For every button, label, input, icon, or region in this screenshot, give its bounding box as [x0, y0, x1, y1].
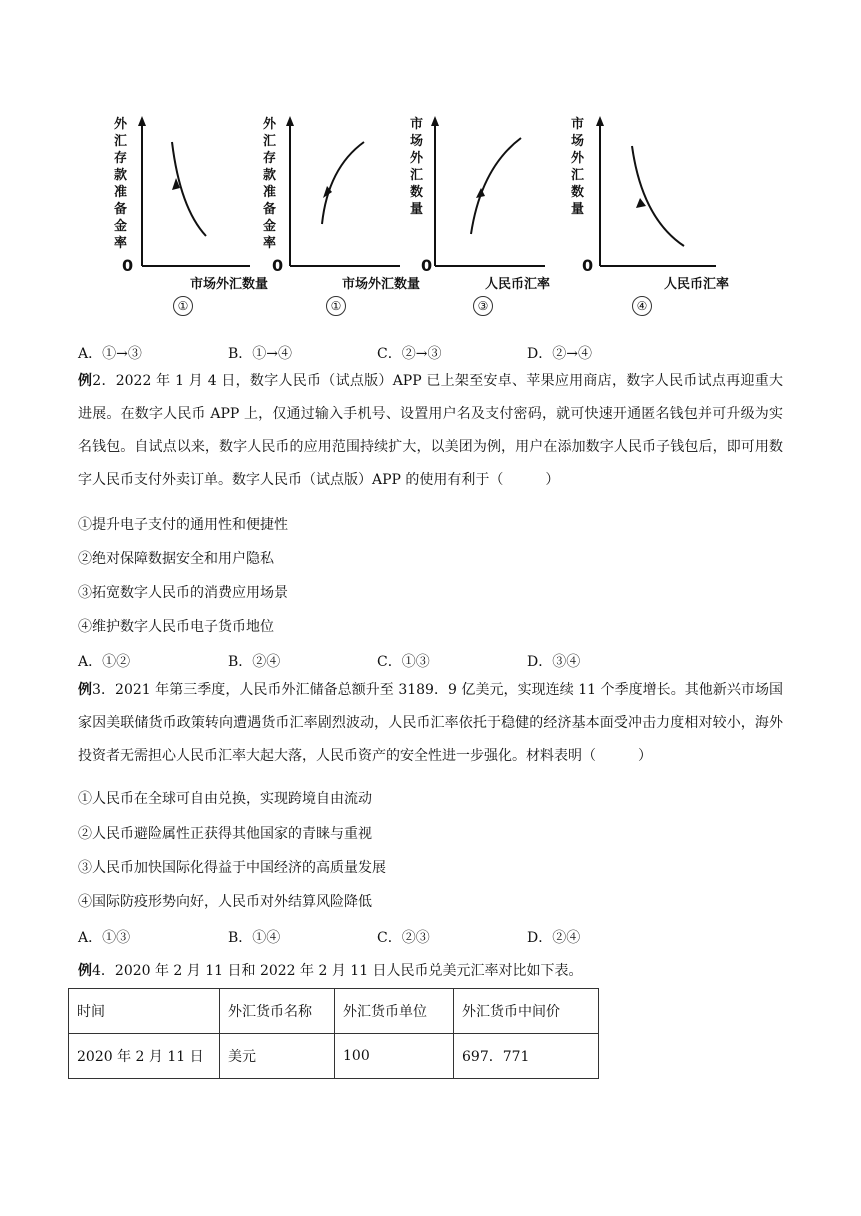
q3-stem [78, 674, 783, 773]
q2-item-3: ③拓宽数字人民币的消费应用场景 [78, 585, 288, 601]
graph-set [100, 108, 740, 328]
table-cell: 2020 年 2 月 11 日 [69, 1034, 220, 1079]
q2-item-1: ①提升电子支付的通用性和便捷性 [78, 517, 288, 533]
graph-4-origin: 0 [582, 256, 594, 275]
q3-item-3: ③人民币加快国际化得益于中国经济的高质量发展 [78, 860, 386, 876]
table-cell: 美元 [220, 1034, 335, 1079]
table-cell: 100 [335, 1034, 454, 1079]
q2-label: 例 [78, 373, 93, 389]
q3-option-d[interactable]: D．②④ [527, 930, 581, 946]
graph-2-number: ① [326, 296, 346, 316]
header-cell: 外汇货币单位 [335, 989, 454, 1034]
q3-option-b[interactable]: B．①④ [228, 930, 281, 946]
q2-option-b[interactable]: B．②④ [228, 654, 281, 670]
graph-3-number: ③ [473, 296, 493, 316]
graph-4-xlabel: 人民币汇率 [664, 277, 730, 292]
header-cell: 时间 [69, 989, 220, 1034]
q3-label: 例 [78, 682, 93, 698]
q1-option-b[interactable]: B．①→④ [228, 346, 293, 362]
table-row [69, 1034, 599, 1079]
header-cell: 外汇货币名称 [220, 989, 335, 1034]
q1-option-c[interactable]: C．②→③ [377, 346, 442, 362]
q2-stem [78, 365, 783, 497]
q1-option-a[interactable]: A．①→③ [78, 346, 142, 362]
graph-4 [566, 108, 731, 328]
header-cell: 外汇货币中间价 [454, 989, 599, 1034]
q2-option-d[interactable]: D．③④ [527, 654, 581, 670]
graph-1-xlabel: 市场外汇数量 [190, 277, 269, 292]
q4-text: 4．2020 年 2 月 11 日和 2022 年 2 月 11 日人民币兑美元汇率对比如下表。 [92, 963, 583, 979]
graph-1 [100, 108, 269, 328]
q3-item-1: ①人民币在全球可自由兑换，实现跨境自由流动 [78, 791, 372, 807]
table-header-row [69, 989, 599, 1034]
exchange-rate-table [68, 988, 599, 1079]
q4-label: 例 [78, 963, 92, 979]
graph-3-xlabel: 人民币汇率 [485, 277, 551, 292]
q3-option-a[interactable]: A．①③ [78, 930, 131, 946]
q4-stem [78, 960, 583, 980]
graph-2-origin: 0 [272, 256, 284, 275]
q1-option-d[interactable]: D．②→④ [527, 346, 592, 362]
graph-1-origin: 0 [122, 256, 134, 275]
table-cell: 697．771 [454, 1034, 599, 1079]
q2-option-a[interactable]: A．①② [78, 654, 131, 670]
q2-option-c[interactable]: C．①③ [377, 654, 430, 670]
q3-item-4: ④国际防疫形势向好，人民币对外结算风险降低 [78, 894, 372, 910]
graph-2-xlabel: 市场外汇数量 [342, 277, 421, 292]
q3-option-c[interactable]: C．②③ [377, 930, 430, 946]
graph-1-number: ① [173, 296, 193, 316]
graph-3-ylabel: 市场 外汇 数量 [410, 117, 424, 217]
graph-3-origin: 0 [421, 256, 433, 275]
graph-3 [405, 108, 570, 328]
q2-text: 2．2022 年 1 月 4 日，数字人民币（试点版）APP 已上架至安卓、苹果应用商店，数字人民币试点再迎重大进展。在数字人民币 APP 上，仅通过输入手机号、设置用户名及支付密码，就可快速开通匿名钱包并可升级为实名钱包。自试点以来，数字人民币的应用范围持续扩大，以美团为例，用户在添加数字人民币子钱包后，即可用数字人民币支付外卖订单。数字人民币（试点版）APP 的使用有利于（ ） [78, 373, 784, 488]
graph-2-plot [260, 108, 425, 298]
graph-1-ylabel: 外汇 存款 准备 金率 [114, 117, 128, 251]
graph-4-ylabel: 市场 外汇 数量 [571, 117, 585, 217]
graph-2-ylabel: 外汇 存款 准备 金率 [263, 117, 277, 251]
q3-text: 3．2021 年第三季度，人民币外汇储备总额升至 3189．9 亿美元，实现连续 11 个季度增长。其他新兴市场国家因美联储货币政策转向遭遇货币汇率剧烈波动，人民币汇率依托于稳健的经济基本面受冲击力度相对较小，海外投资者无需担心人民币汇率大起大落，人民币资产的安全性进一步强化。材料表明（ ） [78, 682, 784, 764]
q2-item-2: ②绝对保障数据安全和用户隐私 [78, 551, 274, 567]
q2-item-4: ④维护数字人民币电子货币地位 [78, 619, 274, 635]
q3-item-2: ②人民币避险属性正获得其他国家的青睐与重视 [78, 826, 372, 842]
graph-2 [260, 108, 425, 328]
graph-4-number: ④ [632, 296, 652, 316]
